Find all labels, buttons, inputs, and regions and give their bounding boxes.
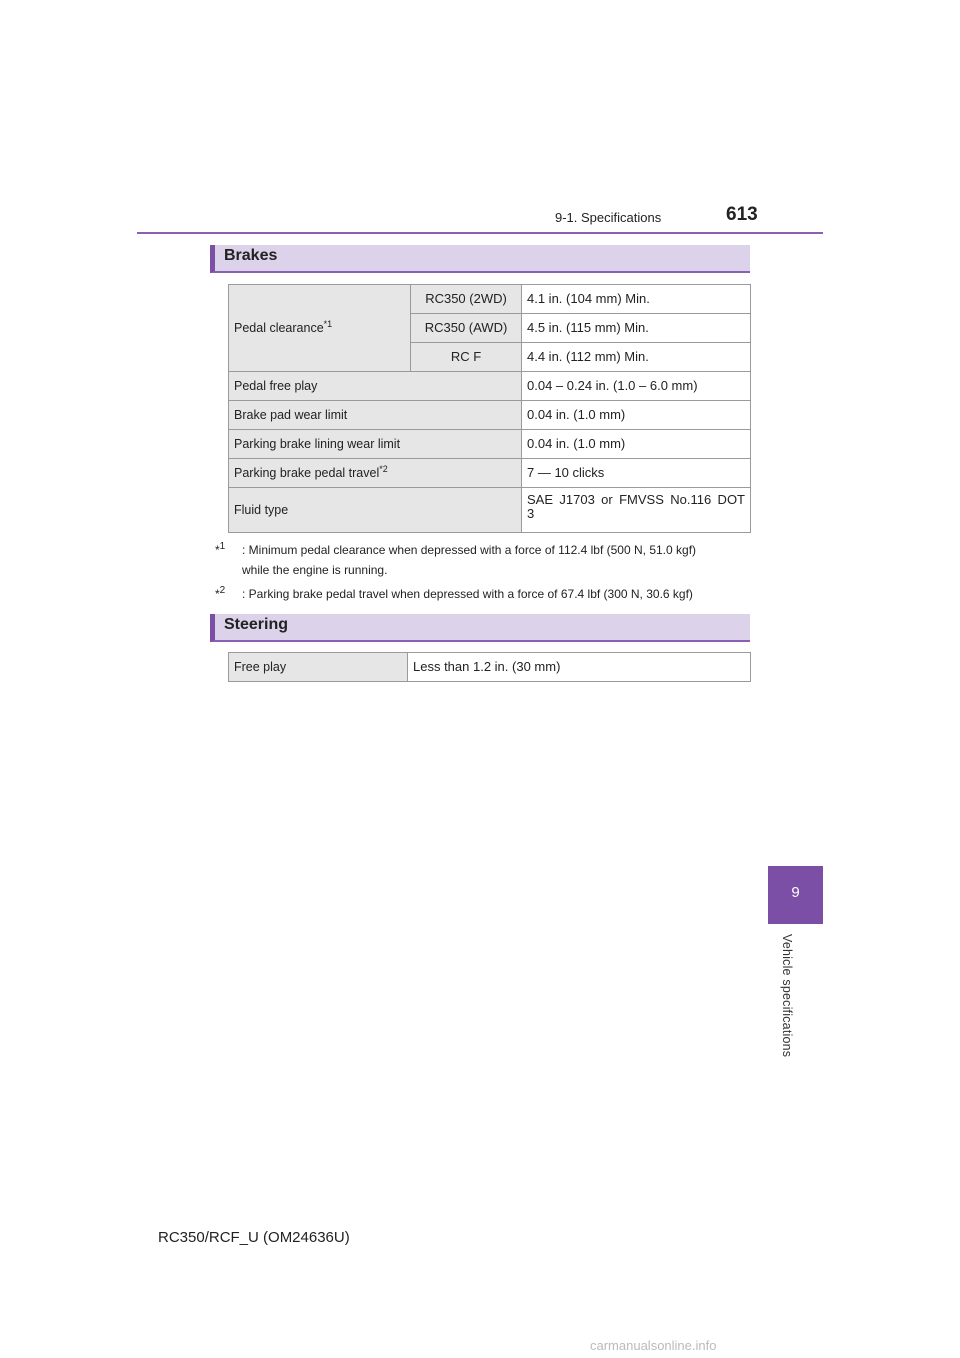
value-cell: 7 — 10 clicks: [522, 459, 751, 488]
row-label: Parking brake pedal travel$^{*2}$: [229, 459, 522, 488]
chapter-title: Vehicle specifications: [780, 934, 794, 1058]
steering-table: [228, 652, 751, 682]
model-cell: RC F: [411, 343, 522, 372]
table-row: [229, 459, 751, 488]
watermark: carmanualsonline.info: [590, 1338, 717, 1353]
value-cell: 4.4 in. (112 mm) Min.: [522, 343, 751, 372]
chapter-number: 9: [791, 884, 800, 901]
footer-model-code: RC350/RCF_U (OM24636U): [158, 1229, 350, 1246]
value-cell: 0.04 – 0.24 in. (1.0 – 6.0 mm): [522, 372, 751, 401]
model-cell: RC350 (2WD): [411, 285, 522, 314]
brakes-table: [228, 284, 751, 533]
page-number: 613: [726, 204, 758, 225]
row-label: Free play: [229, 653, 408, 682]
row-label: Fluid type: [229, 488, 522, 533]
model-cell: RC350 (AWD): [411, 314, 522, 343]
row-label: Parking brake lining wear limit: [229, 430, 522, 459]
section-title: 9-1. Specifications: [555, 210, 662, 225]
value-cell: 0.04 in. (1.0 mm): [522, 401, 751, 430]
value-cell: 4.1 in. (104 mm) Min.: [522, 285, 751, 314]
value-cell: SAE J1703 or FMVSS No.116 DOT 3: [522, 488, 751, 533]
row-label: Brake pad wear limit: [229, 401, 522, 430]
table-row: [229, 401, 751, 430]
header-rule: [137, 232, 823, 234]
brakes-heading-text: Brakes: [224, 247, 278, 264]
value-cell: Less than 1.2 in. (30 mm): [408, 653, 751, 682]
footnote-2: *$^2$ : Parking brake pedal travel when depressed with a force of 67.4 lbf (300 N, 30.6 kgf): [215, 585, 693, 601]
value-cell: 0.04 in. (1.0 mm): [522, 430, 751, 459]
brakes-heading: [210, 245, 750, 273]
table-row: [229, 430, 751, 459]
table-row: [229, 285, 751, 314]
steering-heading: [210, 614, 750, 642]
pedal-clearance-label: Pedal clearance$^{*1}$: [229, 285, 411, 372]
table-row: [229, 653, 751, 682]
value-cell: 4.5 in. (115 mm) Min.: [522, 314, 751, 343]
table-row: [229, 372, 751, 401]
table-row: [229, 488, 751, 533]
row-label: Pedal free play: [229, 372, 522, 401]
footnote-1: *$^1$ : Minimum pedal clearance when depressed with a force of 112.4 lbf (500 N, 51.0 kgf) while the engine is running.: [215, 541, 697, 577]
steering-heading-text: Steering: [224, 616, 289, 633]
